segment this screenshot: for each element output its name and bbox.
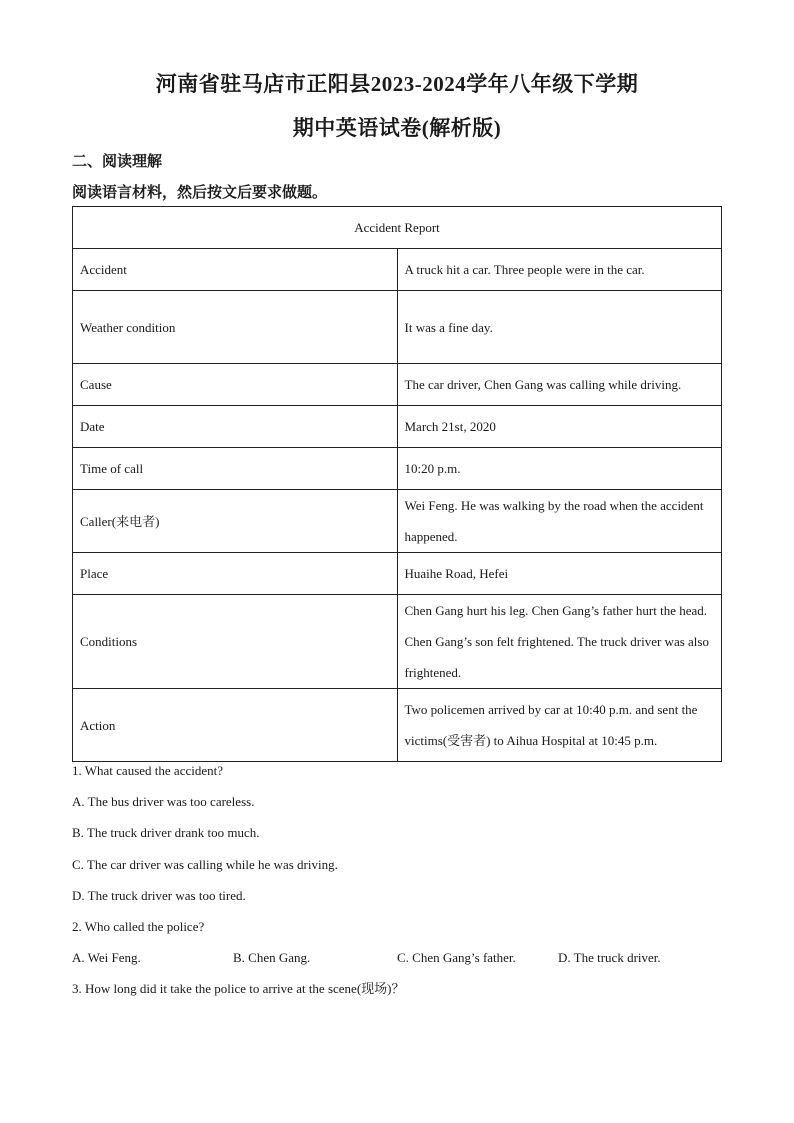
page-title-line-2: 期中英语试卷(解析版): [292, 116, 502, 140]
row-value: Two policemen arrived by car at 10:40 p.m. and sent the victims(受害者) to Aihua Hospital at 10:45 p.m.: [397, 689, 722, 762]
row-label: Weather condition: [73, 291, 398, 364]
table-row: [73, 689, 722, 762]
row-value: It was a fine day.: [397, 291, 722, 364]
row-value: Wei Feng. He was walking by the road when the accident happened.: [397, 490, 722, 553]
row-value: 10:20 p.m.: [397, 448, 722, 490]
row-label: Place: [73, 553, 398, 595]
table-row: [73, 553, 722, 595]
answer-option: B. The truck driver drank too much.: [72, 825, 260, 841]
row-value: A truck hit a car. Three people were in the car.: [397, 249, 722, 291]
row-value: The car driver, Chen Gang was calling while driving.: [397, 364, 722, 406]
row-label: Conditions: [73, 595, 398, 689]
answer-option: C. The car driver was calling while he was driving.: [72, 856, 338, 872]
answer-option: A. The bus driver was too careless.: [72, 794, 255, 810]
accident-report-table: [72, 206, 722, 762]
section-heading: 二、阅读理解: [72, 154, 163, 170]
answer-option: A. Wei Feng.: [72, 950, 141, 966]
row-label: Cause: [73, 364, 398, 406]
table-row: [73, 448, 722, 490]
answer-option: B. Chen Gang.: [233, 950, 311, 966]
question-list: [72, 760, 732, 1010]
row-value: Chen Gang hurt his leg. Chen Gang’s father hurt the head. Chen Gang’s son felt frightened. The truck driver was also frightened.: [397, 595, 722, 689]
row-value: Huaihe Road, Hefei: [397, 553, 722, 595]
answer-option: C. Chen Gang’s father.: [397, 950, 516, 966]
row-label: Accident: [73, 249, 398, 291]
row-label: Date: [73, 406, 398, 448]
table-header-row: [73, 207, 722, 249]
row-label: Time of call: [73, 448, 398, 490]
table-row: [73, 490, 722, 553]
question-stem: 3. How long did it take the police to arrive at the scene(现场)？: [72, 981, 405, 997]
table-row: [73, 291, 722, 364]
answer-option: D. The truck driver.: [558, 950, 661, 966]
reading-instruction: 阅读语言材料，然后按文后要求做题。: [72, 185, 328, 201]
table-row: [73, 364, 722, 406]
table-row: [73, 406, 722, 448]
answer-options-row: [72, 947, 732, 978]
table-row: [73, 249, 722, 291]
table-header-cell: Accident Report: [73, 207, 722, 249]
answer-option: D. The truck driver was too tired.: [72, 887, 246, 903]
question-stem: 2. Who called the police?: [72, 918, 205, 934]
row-label: Caller(来电者): [73, 490, 398, 553]
page-title-line-1: 河南省驻马店市正阳县2023-2024学年八年级下学期: [155, 72, 639, 96]
question-stem: 1. What caused the accident?: [72, 763, 223, 778]
table-row: [73, 595, 722, 689]
row-value: March 21st, 2020: [397, 406, 722, 448]
row-label: Action: [73, 689, 398, 762]
